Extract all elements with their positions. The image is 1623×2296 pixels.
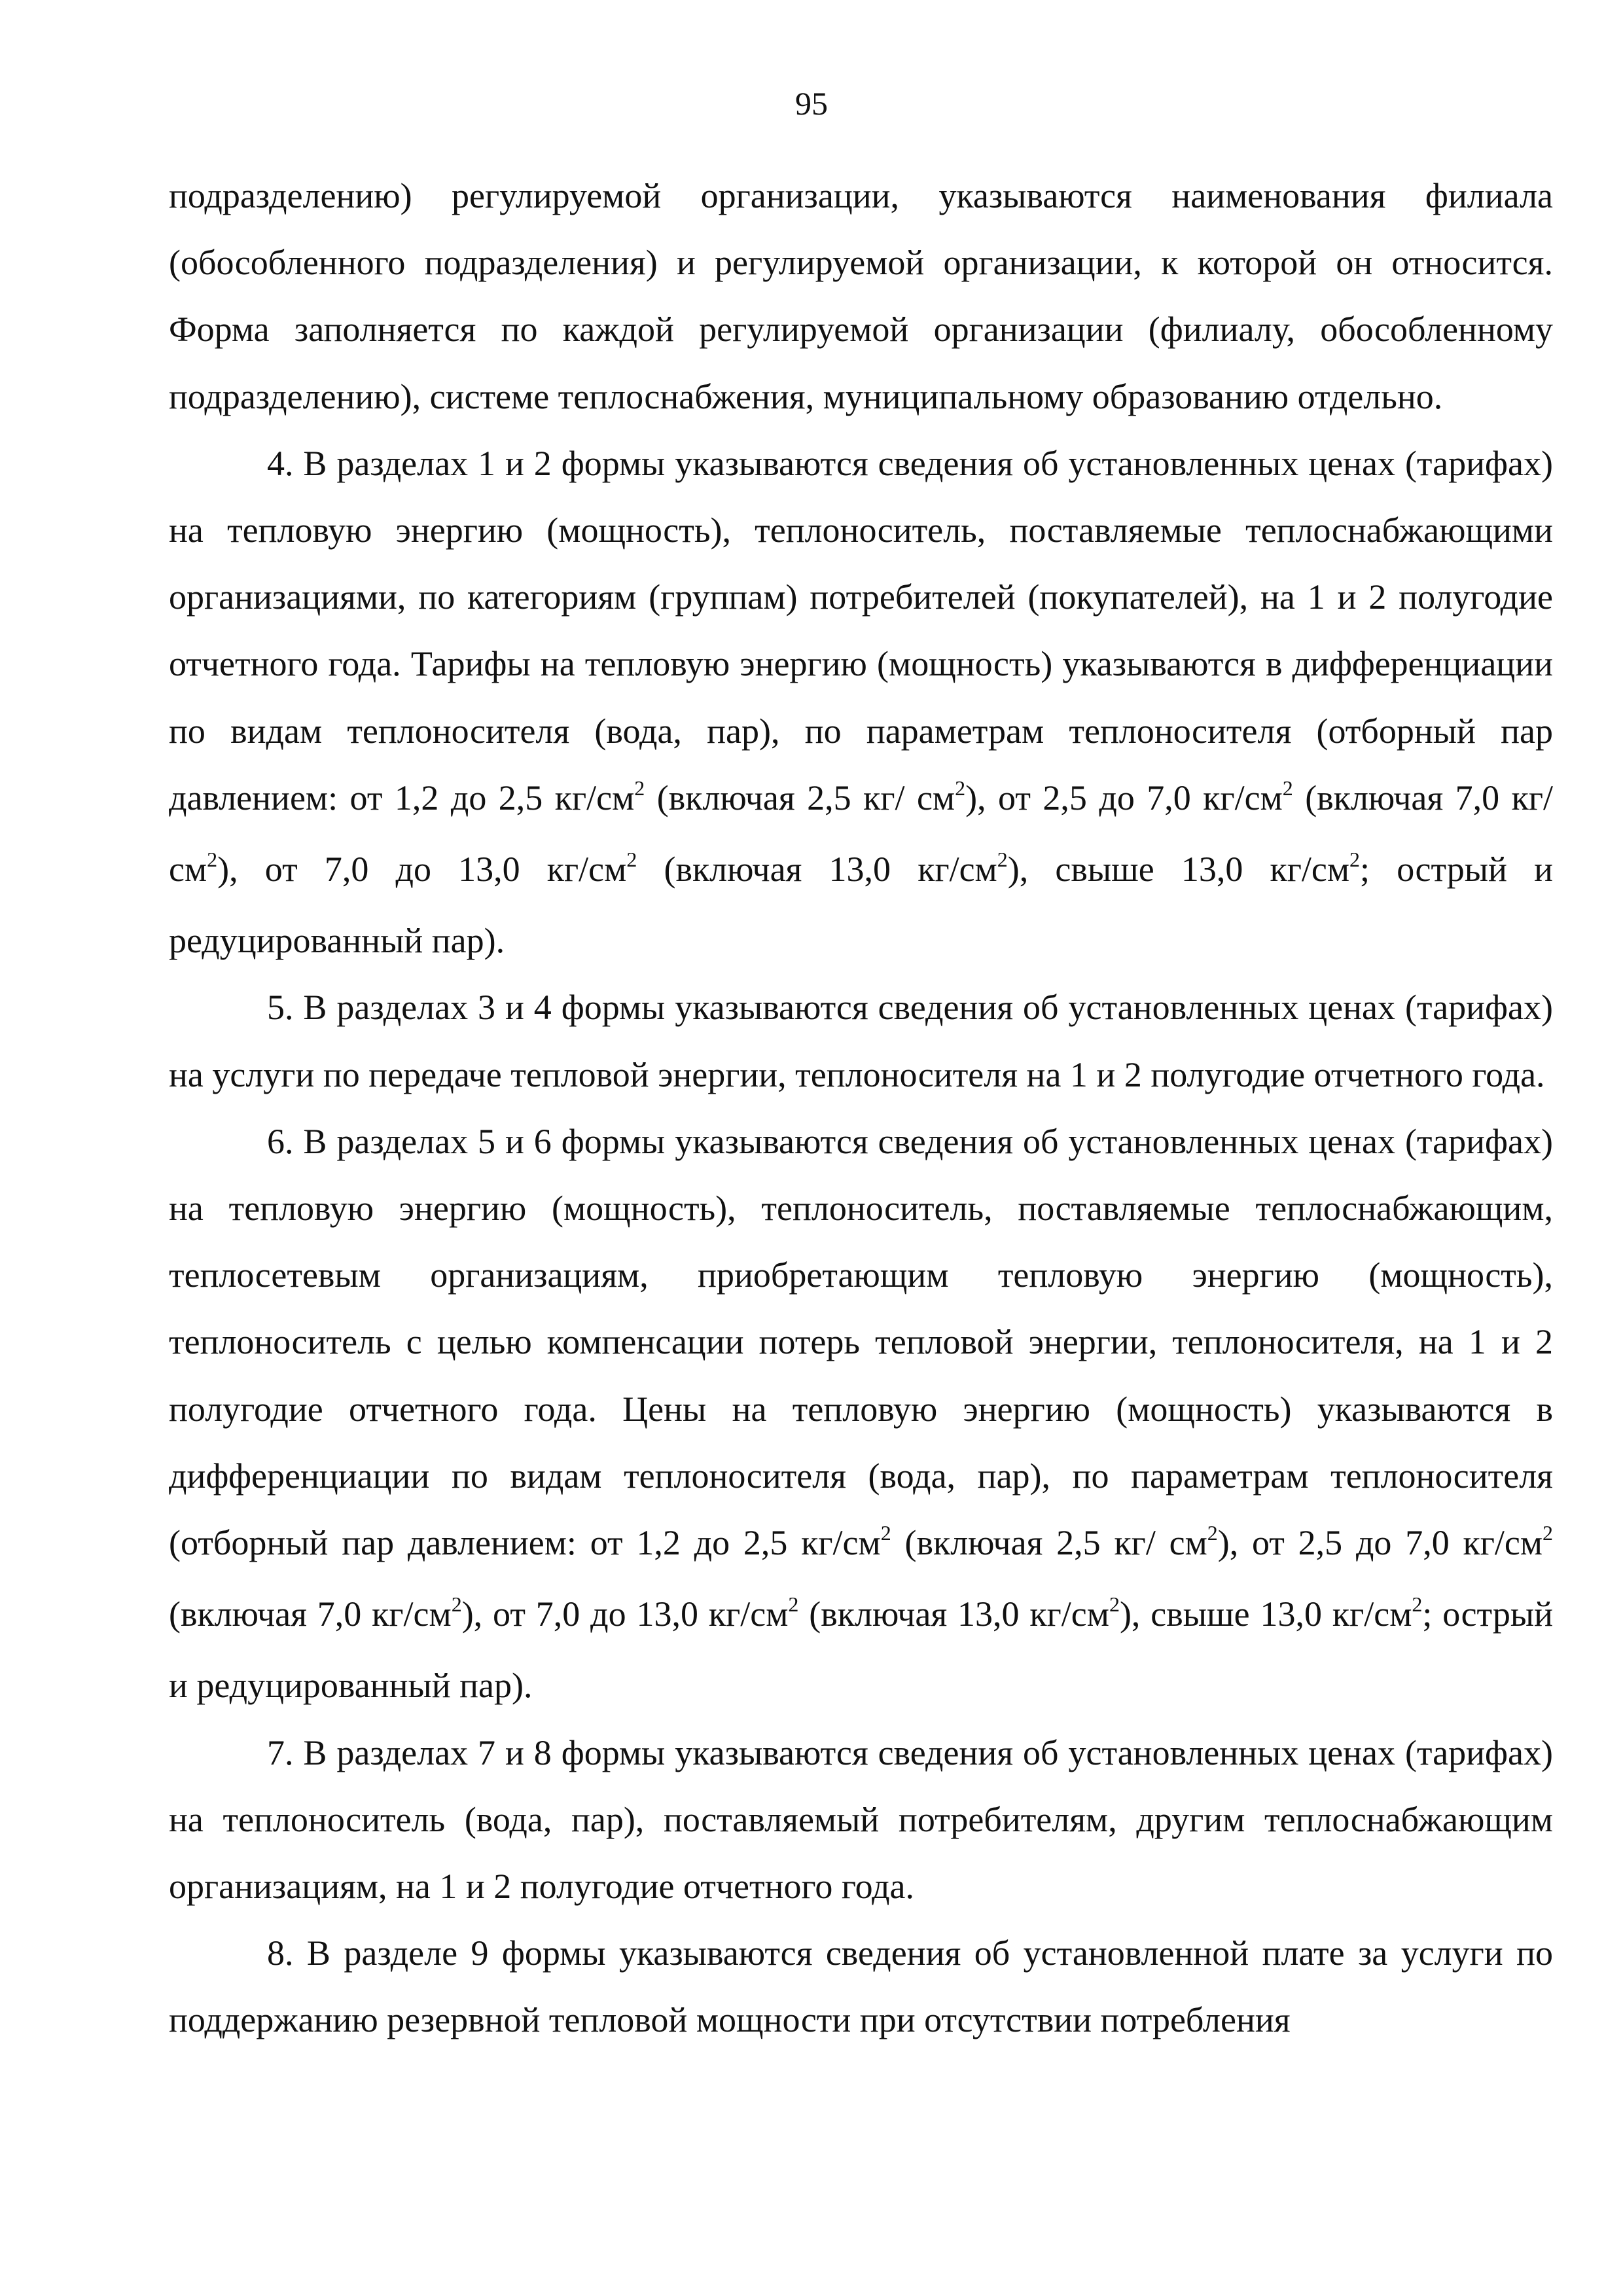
superscript-2: 2 [788, 1592, 799, 1617]
superscript-2: 2 [1207, 1521, 1218, 1545]
superscript-2: 2 [1282, 776, 1293, 800]
superscript-2: 2 [207, 848, 218, 872]
page-number: 95 [795, 85, 828, 122]
paragraph-item-5: 5. В разделах 3 и 4 формы указываются сведения об установленных ценах (тарифах) на услуги по передаче тепловой энергии, теплоносителя на 1 и 2 полугодие отчетного года. [169, 988, 1553, 1094]
superscript-2: 2 [1412, 1592, 1423, 1617]
superscript-2: 2 [451, 1592, 462, 1617]
superscript-2: 2 [997, 848, 1008, 872]
superscript-2: 2 [1109, 1592, 1120, 1617]
superscript-2: 2 [955, 776, 966, 800]
paragraph-item-8: 8. В разделе 9 формы указываются сведения об установленной плате за услуги по поддержанию резервной тепловой мощности при отсутствии потребления [169, 1933, 1553, 2040]
superscript-2: 2 [634, 776, 645, 800]
paragraph-item-6: 6. В разделах 5 и 6 формы указываются сведения об установленных ценах (тарифах) на тепловую энергию (мощность), теплоноситель, поставляемые теплоснабжающим, теплосетевым организациям, приобретающим тепловую энергию (мощность), теплоноситель с целью компенсации потерь тепловой энергии, теплоносителя, на 1 и 2 полугодие отчетного года. Цены на тепловую энергию (мощность) указываются в дифференциации по видам теплоносителя (вода, пар), по параметрам теплоносителя (отборный пар давлением: от 1,2 до 2,5 $кг/см^2$ (включая 2,5 кг/ $см^2$), от 2,5 до 7,0 $кг/см^2$ (включая 7,0 $кг/см^2$), от 7,0 до 13,0 $кг/см^2$ (включая 13,0 $кг/см^2$), свыше 13,0 $кг/см^2$; острый и редуцированный пар). [169, 1121, 1554, 1706]
superscript-2: 2 [1543, 1521, 1554, 1545]
superscript-2: 2 [880, 1521, 891, 1545]
paragraph-item-7: 7. В разделах 7 и 8 формы указываются сведения об установленных ценах (тарифах) на теплоноситель (вода, пар), поставляемый потребителям, другим теплоснабжающим организациям, на 1 и 2 полугодие отчетного года. [169, 1732, 1553, 1907]
superscript-2: 2 [626, 848, 637, 872]
document-body [169, 162, 1553, 2054]
superscript-2: 2 [1349, 848, 1361, 872]
paragraph-continuation: подразделению) регулируемой организации, указываются наименования филиала (обособленного подразделения) и регулируемой организации, к которой он относится. Форма заполняется по каждой регулируемой организации (филиалу, обособленному подразделению), системе теплоснабжения, муниципальному образованию отдельно. [169, 176, 1553, 416]
paragraph-item-4: 4. В разделах 1 и 2 формы указываются сведения об установленных ценах (тарифах) на тепловую энергию (мощность), теплоноситель, поставляемые теплоснабжающими организациями, по категориям (группам) потребителей (покупателей), на 1 и 2 полугодие отчетного года. Тарифы на тепловую энергию (мощность) указываются в дифференциации по видам теплоносителя (вода, пар), по параметрам теплоносителя (отборный пар давлением: от 1,2 до 2,5 $кг/см^2$ (включая 2,5 кг/ $см^2$), от 2,5 до 7,0 $кг/см^2$ (включая 7,0 $кг/см^2$), от 7,0 до 13,0 $кг/см^2$ (включая 13,0 $кг/см^2$), свыше 13,0 $кг/см^2$; острый и редуцированный пар). [169, 443, 1554, 961]
